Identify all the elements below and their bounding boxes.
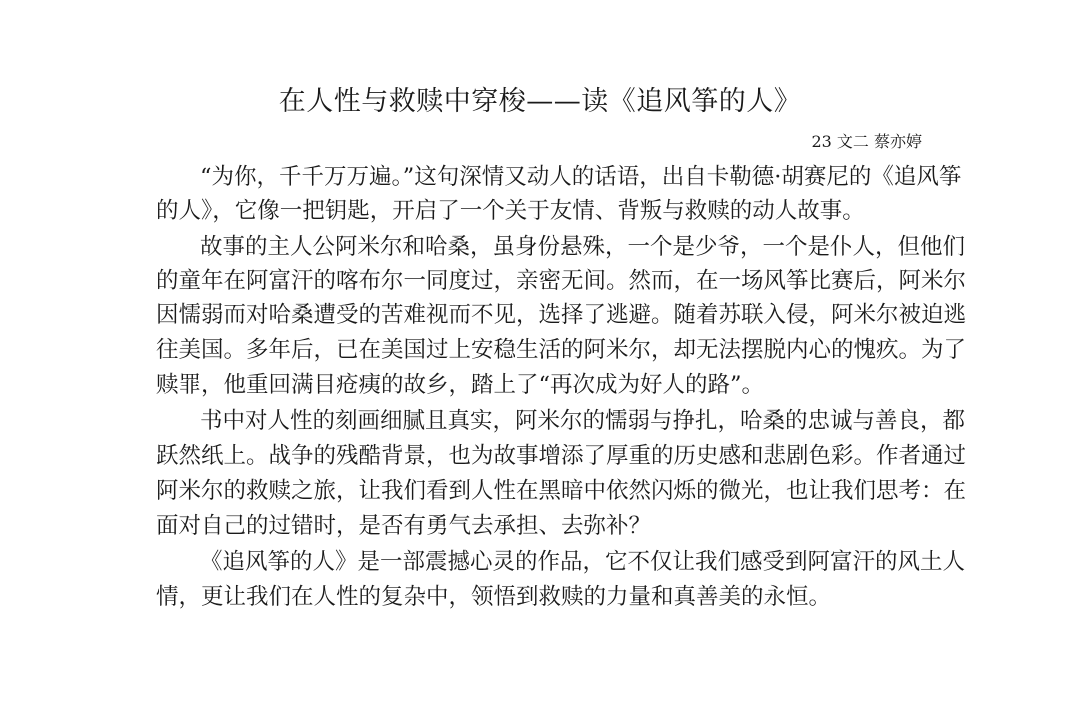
paragraph-line: 阿米尔的救赎之旅，让我们看到人性在黑暗中依然闪烁的微光，也让我们思考：在	[156, 478, 967, 504]
author-byline: 23 文二 蔡亦婷	[811, 132, 922, 151]
paragraph-line: 因懦弱而对哈桑遭受的苦难视而不见，选择了逃避。随着苏联入侵，阿米尔被迫逃	[156, 302, 967, 328]
paragraph-line: 书中对人性的刻画细腻且真实，阿米尔的懦弱与挣扎，哈桑的忠诚与善良，都	[200, 408, 966, 434]
paragraph-line: 情，更让我们在人性的复杂中，领悟到救赎的力量和真善美的永恒。	[156, 584, 832, 610]
paragraph-line: 《追风筝的人》是一部震撼心灵的作品，它不仅让我们感受到阿富汗的风土人	[200, 549, 966, 575]
paragraph-line: “为你，千千万万遍。”这句深情又动人的话语，出自卡勒德·胡赛尼的《追风筝	[200, 164, 962, 190]
paragraph-line: 的童年在阿富汗的喀布尔一同度过，亲密无间。然而，在一场风筝比赛后，阿米尔	[156, 268, 967, 294]
document-title: 在人性与救赎中穿梭——读《追风筝的人》	[278, 86, 802, 117]
paragraph-line: 故事的主人公阿米尔和哈桑，虽身份悬殊，一个是少爷，一个是仆人，但他们	[200, 234, 966, 260]
paragraph-line: 的人》，它像一把钥匙，开启了一个关于友情、背叛与救赎的动人故事。	[156, 198, 865, 224]
paragraph-line: 赎罪，他重回满目疮痍的故乡，踏上了“再次成为好人的路”。	[156, 372, 765, 398]
paragraph-line: 往美国。多年后，已在美国过上安稳生活的阿米尔，却无法摆脱内心的愧疚。为了	[156, 337, 967, 363]
paragraph-line: 跃然纸上。战争的残酷背景，也为故事增添了厚重的历史感和悲剧色彩。作者通过	[156, 443, 967, 469]
paragraph-line: 面对自己的过错时，是否有勇气去承担、去弥补？	[156, 513, 652, 539]
